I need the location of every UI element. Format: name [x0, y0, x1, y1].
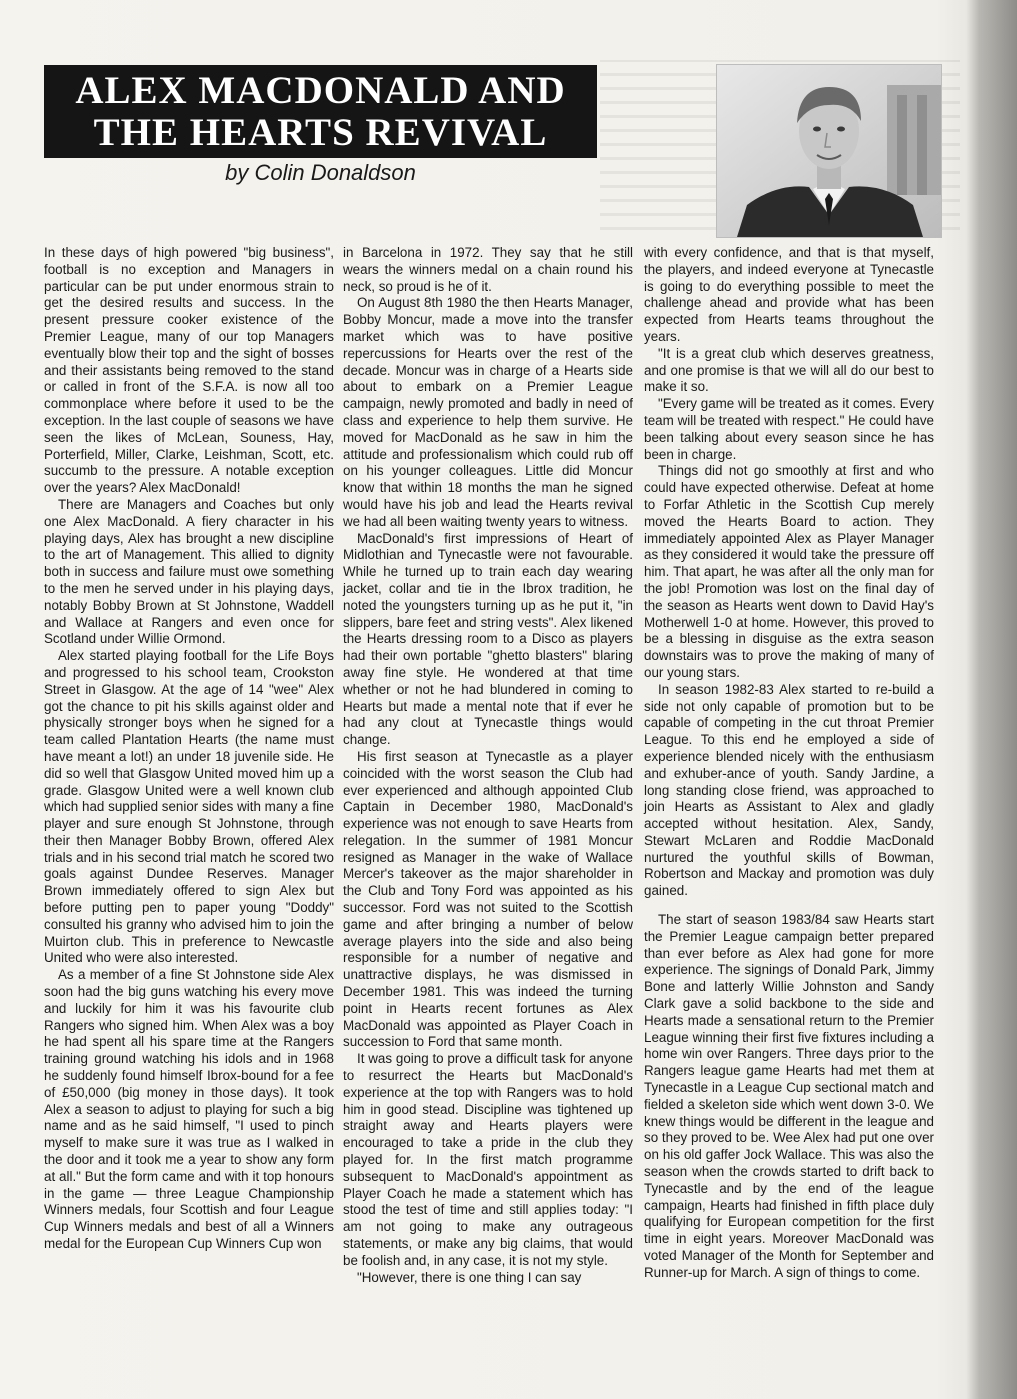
- paragraph: In season 1982-83 Alex started to re-build a side not only capable of promotion but to be capable of competing in the cut throat Premier League. To this end he employed a side of experience blended nicely with the enthusiasm and exhuber-ance of youth. Sandy Jardine, a long standing close friend, was approached to join Hearts as Assistant to Alex and gladly accepted without hesitation. Alex, Sandy, Stewart McLaren and Roddie MacDonald nurtured the youthful skills of Bowman, Robertson and Mackay and promotion was duly gained.: [644, 681, 934, 899]
- article-column-3: [644, 245, 934, 1282]
- headline-line-2: THE HEARTS REVIVAL: [93, 110, 548, 154]
- paragraph: "Every game will be treated as it comes. Every team will be treated with respect." He could have been talking about every season since he has been in charge.: [644, 396, 934, 462]
- paragraph: His first season at Tynecastle as a player coincided with the worst season the Club had ever experienced and although appointed Club Captain in December 1980, MacDonald's experience was not enough to save Hearts from relegation. In the summer of 1981 Moncur resigned as Manager in the wake of Wallace Mercer's takeover as the major shareholder in the Club and Tony Ford was appointed as his successor. Ford was not suited to the Scottish game and after bringing a number of below average players into the side and also being responsible for a number of negative and unattractive displays, he was dismissed in December 1981. This was indeed the turning point in Hearts recent fortunes as Alex MacDonald was appointed as Player Coach in succession to Ford that same month.: [343, 748, 633, 1050]
- paragraph: The start of season 1983/84 saw Hearts start the Premier League campaign better prepared than ever before as Alex had gone for more experience. The signings of Donald Park, Jimmy Bone and latterly Willie Johnston and Sandy Clark gave a solid backbone to the side and Hearts made a sensational return to the Premier League winning their first five fixtures including a home win over Rangers. Three days prior to the Rangers league game Hearts had met them at Tynecastle in a League Cup sectional match and fielded a skeleton side which went down 3-0. We knew things would be different in the league and so they proved to be. Wee Alex had put one over on his old gaffer Jock Wallace. This was also the season when the crowds started to drift back to Tynecastle and by the end of the league campaign, Hearts had finished in fifth place duly qualifying for European competition for the first time in eight years. Moreover MacDonald was voted Manager of the Month for September and Runner-up for March. A sign of things to come.: [644, 912, 934, 1280]
- article-column-2: [343, 245, 633, 1286]
- paragraph: In these days of high powered "big business", football is no exception and Managers in particular can be put under enormous strain to get the desired results and success. In the present pressure cooker existence of the Premier League, many of our top Managers eventually blow their top and the sight of bosses and their assistants being removed to the stand or called in front of the S.F.A. is now all too commonplace where before it used to be the exception. In the last couple of seasons we have seen the likes of McLean, Souness, Hay, Porterfield, Miller, Clarke, Leishman, Scott, etc. succumb to the pressure. A notable exception over the years? Alex MacDonald!: [44, 245, 334, 496]
- paragraph: in Barcelona in 1972. They say that he still wears the winners medal on a chain round his neck, so proud is he of it.: [343, 245, 633, 294]
- paragraph: Alex started playing football for the Life Boys and progressed to his school team, Crookston Street in Glasgow. At the age of 14 "wee" Alex got the chance to pit his skills against older and physically stronger boys when he signed for a team called Plantation Hearts (the name must have meant a lot!) an under 18 juvenile side. He did so well that Glasgow United moved him up a grade. Glasgow United were a well known club which had supplied senior sides with many a fine player and sure enough St Johnstone, through their then Manager Bobby Brown, offered Alex trials and in his second trial match he scored two goals against Dundee Reserves. Manager Brown immediately offered to sign Alex but before putting pen to paper young "Doddy" consulted his granny who advised him to join the Muirton club. This in preference to Newcastle United who were also interested.: [44, 648, 334, 966]
- paragraph: MacDonald's first impressions of Heart of Midlothian and Tynecastle were not favourable. While he turned up to train each day wearing jacket, collar and tie in the Ibrox tradition, he noted the youngsters turning up as he put it, "in slippers, bare feet and string vests". Alex likened the Hearts dressing room to a Disco as players had their own portable "ghetto blasters" blaring away fine style. He wondered at that time whether or not he had blundered in coming to Hearts but made a mental note that if ever he had any clout at Tynecastle things would change.: [343, 530, 633, 748]
- paragraph: As a member of a fine St Johnstone side Alex soon had the big guns watching his every move and luckily for him it was his favourite club Rangers who signed him. When Alex was a boy he had spent all his spare time at the Rangers training ground watching his idols and in 1968 he suddenly found himself Ibrox-bound for a fee of £50,000 (big money in those days). It took Alex a season to adjust to playing for such a big name and as he said himself, "I used to pinch myself to make sure it was true as I walked in the door and it took me a year to show any form at all." But the form came and with it top honours in the game — three League Championship Winners medals, four Scottish and four League Cup Winners medals and best of all a Winners medal for the European Cup Winners Cup won: [44, 967, 334, 1252]
- headline-banner: [44, 65, 597, 158]
- paragraph: "It is a great club which deserves greatness, and one promise is that we will all do our best to make it so.: [644, 345, 934, 395]
- paragraph: Things did not go smoothly at first and who could have expected otherwise. Defeat at home to Forfar Athletic in the Scottish Cup merely moved the Hearts Board to action. They immediately appointed Alex as Player Manager as they considered it would take the pressure off him. That apart, he was after all the only man for the job! Promotion was lost on the final day of the season as Hearts went down to David Hay's Motherwell 1-0 at home. However, this proved to be a blessing in disguise as the extra season downstairs was to prove the making of many of our young stars.: [644, 463, 934, 680]
- portrait-photo: [716, 64, 942, 238]
- paragraph: On August 8th 1980 the then Hearts Manager, Bobby Moncur, made a move into the transfer market which was to have positive repercussions for Hearts over the rest of the decade. Moncur was in charge of a Hearts side about to embark on a Premier League campaign, newly promoted and badly in need of class and experience to help them survive. He moved for MacDonald as he saw in him the attitude and professionalism which could rub off on his younger colleagues. Little did Moncur know that within 18 months the man he signed would have his job and lead the Hearts revival we had all been waiting twenty years to witness.: [343, 295, 633, 529]
- headline-line-1: ALEX MACDONALD AND: [75, 68, 566, 112]
- paragraph: There are Managers and Coaches but only one Alex MacDonald. A fiery character in his playing days, Alex has brought a new discipline to the art of Management. This allied to dignity both in success and failure must owe something to the men he served under in his playing days, notably Bobby Brown at St Johnstone, Waddell and Wallace at Rangers and even once for Scotland under Willie Ormond.: [44, 496, 334, 647]
- byline: by Colin Donaldson: [225, 160, 416, 185]
- paragraph: "However, there is one thing I can say: [357, 1269, 582, 1285]
- portrait-illustration: [717, 65, 941, 237]
- paragraph: It was going to prove a difficult task for anyone to resurrect the Hearts but MacDonald's experience at the top with Rangers was to hold him in good stead. Discipline was tightened up straight away and Hearts players were encouraged to take a pride in the club they played for. In the first match programme subsequent to MacDonald's appointment as Player Coach he made a statement which has stood the test of time and still applies today: "I am not going to make any outrageous statements, or make any big claims, that would be foolish and, in any case, it is not my style.: [343, 1051, 633, 1268]
- paragraph: with every confidence, and that is that myself, the players, and indeed everyone at Tynecastle is going to do everything possible to meet the challenge ahead and provide what has been expected from Hearts teams throughout the years.: [644, 245, 934, 344]
- article-column-1: [44, 245, 334, 1253]
